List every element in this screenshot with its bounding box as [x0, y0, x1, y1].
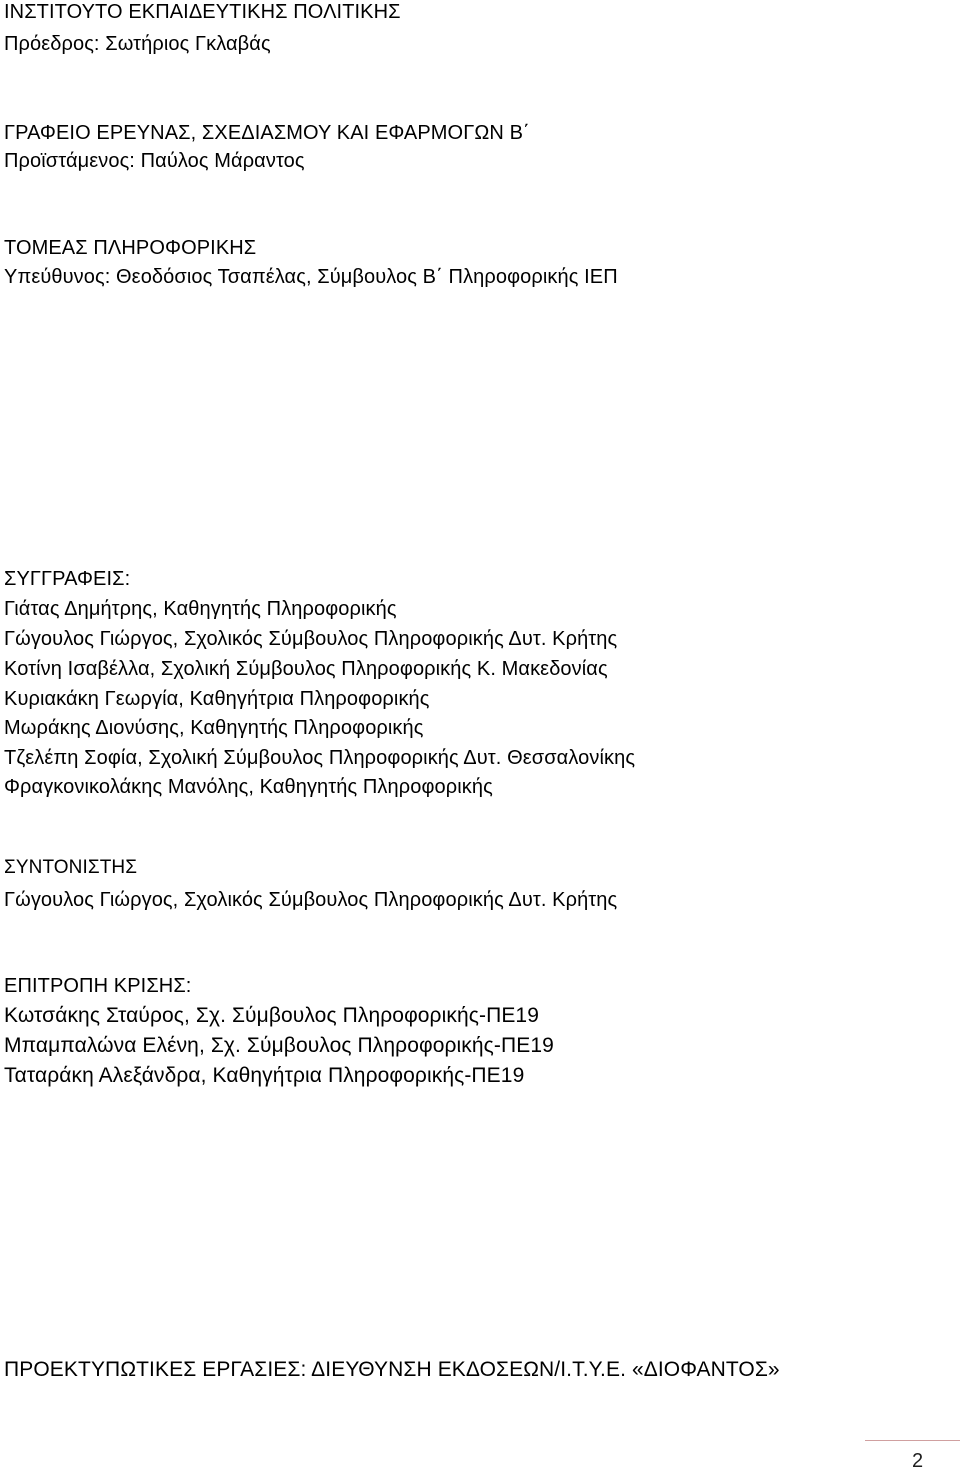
author-item: Φραγκονικολάκης Μανόλης, Καθηγητής Πληροφορικής — [4, 776, 493, 798]
office-head: Προϊστάμενος: Παύλος Μάραντος — [4, 150, 305, 172]
author-item: Κυριακάκη Γεωργία, Καθηγήτρια Πληροφορικής — [4, 688, 430, 710]
committee-heading: ΕΠΙΤΡΟΠΗ ΚΡΙΣΗΣ: — [4, 975, 192, 997]
author-item: Γιάτας Δημήτρης, Καθηγητής Πληροφορικής — [4, 598, 397, 620]
author-item: Μωράκης Διονύσης, Καθηγητής Πληροφορικής — [4, 717, 424, 739]
sector-responsible: Υπεύθυνος: Θεοδόσιος Τσαπέλας, Σύμβουλος Β΄ Πληροφορικής ΙΕΠ — [4, 266, 618, 288]
committee-member: Μπαμπαλώνα Ελένη, Σχ. Σύμβουλος Πληροφορικής-ΠΕ19 — [4, 1034, 554, 1057]
author-item: Γώγουλος Γιώργος, Σχολικός Σύμβουλος Πληροφορικής Δυτ. Κρήτης — [4, 628, 618, 650]
coordinator-name: Γώγουλος Γιώργος, Σχολικός Σύμβουλος Πληροφορικής Δυτ. Κρήτης — [4, 889, 618, 911]
page-number: 2 — [912, 1450, 924, 1472]
institute-president: Πρόεδρος: Σωτήριος Γκλαβάς — [4, 33, 271, 55]
institute-name: ΙΝΣΤΙΤΟΥΤΟ ΕΚΠΑΙΔΕΥΤΙΚΗΣ ΠΟΛΙΤΙΚΗΣ — [4, 1, 401, 23]
preprint-credit: ΠΡΟΕΚΤΥΠΩΤΙΚΕΣ ΕΡΓΑΣΙΕΣ: ΔΙΕΥΘΥΝΣΗ ΕΚΔΟΣΕΩΝ/Ι.Τ.Υ.Ε. «ΔΙΟΦΑΝΤΟΣ» — [4, 1358, 780, 1381]
sector-name: ΤΟΜΕΑΣ ΠΛΗΡΟΦΟΡΙΚΗΣ — [4, 237, 257, 259]
author-item: Τζελέπη Σοφία, Σχολική Σύμβουλος Πληροφορικής Δυτ. Θεσσαλονίκης — [4, 747, 636, 769]
coordinator-heading: ΣΥΝΤΟΝΙΣΤΗΣ — [4, 857, 138, 878]
committee-member: Ταταράκη Αλεξάνδρα, Καθηγήτρια Πληροφορικής-ΠΕ19 — [4, 1064, 525, 1087]
authors-heading: ΣΥΓΓΡΑΦΕΙΣ: — [4, 568, 131, 590]
author-item: Κοτίνη Ισαβέλλα, Σχολική Σύμβουλος Πληροφορικής Κ. Μακεδονίας — [4, 658, 608, 680]
office-name: ΓΡΑΦΕΙΟ ΕΡΕΥΝΑΣ, ΣΧΕΔΙΑΣΜΟΥ ΚΑΙ ΕΦΑΡΜΟΓΩΝ Β΄ — [4, 122, 530, 144]
committee-member: Κωτσάκης Σταύρος, Σχ. Σύμβουλος Πληροφορικής-ΠΕ19 — [4, 1004, 539, 1027]
footer-divider — [865, 1440, 960, 1441]
